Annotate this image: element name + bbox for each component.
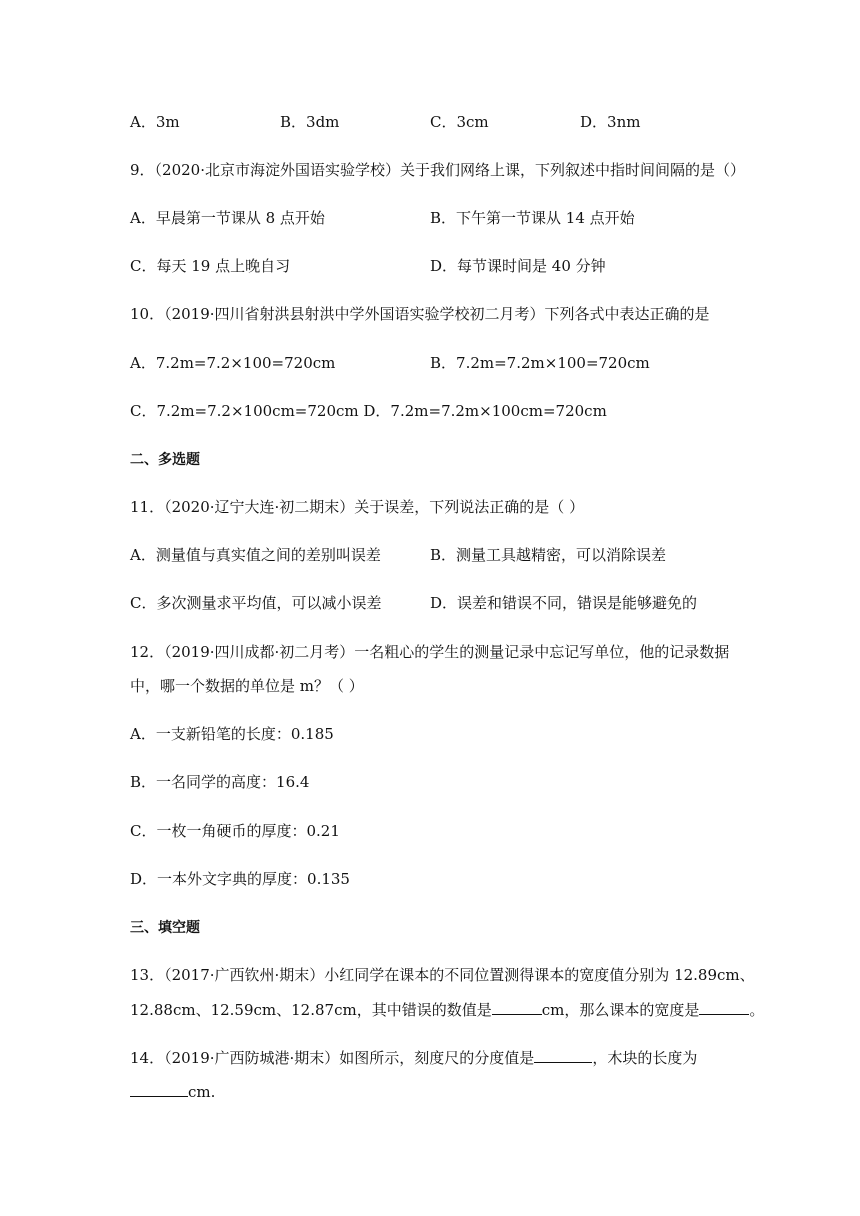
q11-option-b: B．测量工具越精密，可以消除误差 bbox=[430, 546, 667, 564]
q13-line2-text-b: cm，那么课本的宽度是 bbox=[541, 1001, 700, 1019]
q9-option-a: A．早晨第一节课从 8 点开始 bbox=[130, 209, 325, 227]
q9-option-d: D．每节课时间是 40 分钟 bbox=[430, 257, 606, 275]
q14-line2-text: cm. bbox=[188, 1083, 216, 1101]
section-heading-fill-in: 三、填空题 bbox=[130, 920, 200, 936]
q12-stem-line2: 中，哪一个数据的单位是 m？（ ） bbox=[130, 677, 364, 695]
q13-line1: 13．（2017·广西钦州·期末）小红同学在课本的不同位置测得课本的宽度值分别为 12.89cm、 bbox=[130, 966, 755, 984]
q14-blank-2 bbox=[130, 1080, 188, 1097]
q14-line1-text-b: ，木块的长度为 bbox=[592, 1049, 698, 1067]
q13-line2-text-a: 12.88cm、12.59cm、12.87cm，其中错误的数值是 bbox=[130, 1001, 492, 1019]
q10-option-a: A．7.2m=7.2×100=720cm bbox=[130, 354, 336, 372]
q13-line2 bbox=[130, 998, 764, 1020]
q10-option-b: B．7.2m=7.2m×100=720cm bbox=[430, 354, 650, 372]
q11-option-d: D．误差和错误不同，错误是能够避免的 bbox=[430, 594, 698, 612]
q12-option-d: D．一本外文字典的厚度：0.135 bbox=[130, 870, 350, 888]
q14-line1 bbox=[130, 1046, 697, 1068]
q11-option-c: C．多次测量求平均值，可以减小误差 bbox=[130, 594, 382, 612]
q8-option-d: D．3nm bbox=[580, 113, 641, 131]
q11-stem: 11．（2020·辽宁大连·初二期末）关于误差，下列说法正确的是（ ） bbox=[130, 498, 585, 516]
q14-line1-text-a: 14．（2019·广西防城港·期末）如图所示，刻度尺的分度值是 bbox=[130, 1049, 535, 1067]
q13-blank-2 bbox=[699, 998, 749, 1015]
q12-option-c: C．一枚一角硬币的厚度：0.21 bbox=[130, 822, 340, 840]
q14-blank-1 bbox=[534, 1046, 592, 1063]
q12-option-a: A．一支新铅笔的长度：0.185 bbox=[130, 725, 334, 743]
q9-option-c: C．每天 19 点上晚自习 bbox=[130, 257, 291, 275]
q8-option-c: C．3cm bbox=[430, 113, 489, 131]
q12-option-b: B．一名同学的高度：16.4 bbox=[130, 773, 310, 791]
q8-option-b: B．3dm bbox=[280, 113, 340, 131]
q8-option-a: A．3m bbox=[130, 113, 180, 131]
section-heading-multiple-choice: 二、多选题 bbox=[130, 452, 200, 468]
q13-blank-1 bbox=[492, 998, 542, 1015]
q13-line2-text-c: 。 bbox=[749, 1001, 765, 1019]
q11-option-a: A．测量值与真实值之间的差别叫误差 bbox=[130, 546, 381, 564]
q9-option-b: B．下午第一节课从 14 点开始 bbox=[430, 209, 635, 227]
q9-stem: 9．（2020·北京市海淀外国语实验学校）关于我们网络上课，下列叙述中指时间间隔的是（） bbox=[130, 161, 745, 179]
q10-options-cd: C．7.2m=7.2×100cm=720cm D．7.2m=7.2m×100cm=720cm bbox=[130, 402, 607, 420]
q10-stem: 10．（2019·四川省射洪县射洪中学外国语实验学校初二月考）下列各式中表达正确的是 bbox=[130, 305, 710, 323]
q12-stem-line1: 12．（2019·四川成都·初二月考）一名粗心的学生的测量记录中忘记写单位，他的记录数据 bbox=[130, 643, 730, 661]
q14-line2 bbox=[130, 1080, 215, 1102]
